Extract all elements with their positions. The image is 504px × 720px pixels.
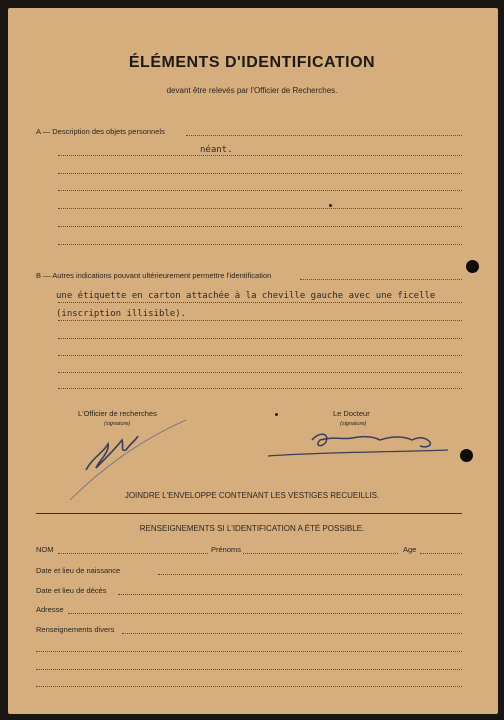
divers-line (122, 633, 462, 634)
section-a-label: A — Description des objets personnels (36, 127, 165, 136)
doctor-signature (312, 434, 430, 447)
officer-signature-stroke (70, 420, 186, 500)
nom-label: NOM (36, 545, 54, 554)
divers-label: Renseignements divers (36, 625, 115, 634)
dotted-line (36, 669, 462, 670)
dotted-line (36, 651, 462, 652)
naissance-line (158, 574, 462, 575)
age-label: Age (403, 545, 417, 554)
dotted-line (36, 686, 462, 687)
age-line (420, 553, 462, 554)
prenoms-line (243, 553, 398, 554)
nom-line (58, 553, 208, 554)
adresse-line (68, 613, 462, 614)
section-a-typed-value: néant. (200, 145, 233, 155)
section-divider (36, 513, 462, 514)
section-b-label: B — Autres indications pouvant ultérieurement permettre l'identification (36, 271, 272, 280)
section-b-typed-line-2: (inscription illisible). (56, 309, 187, 319)
instruction-text: JOINDRE L'ENVELOPPE CONTENANT LES VESTIGES RECUEILLIS. (124, 491, 380, 500)
doctor-signature-underline (268, 450, 448, 456)
officer-signature (86, 436, 138, 470)
deces-line (118, 594, 462, 595)
officer-signature-caption: (signature) (104, 421, 131, 427)
info-heading: RENSEIGNEMENTS SI L'IDENTIFICATION A ÉTÉ POSSIBLE. (139, 524, 365, 533)
naissance-label: Date et lieu de naissance (36, 566, 121, 575)
section-b-typed-line-1: une étiquette en carton attachée à la cheville gauche avec une ficelle (56, 291, 436, 301)
deces-label: Date et lieu de décès (36, 586, 107, 595)
form-subtitle: devant être relevés par l'Officier de Recherches. (166, 86, 338, 95)
doctor-label: Le Docteur (333, 409, 370, 418)
officer-label: L'Officier de recherches (78, 409, 157, 418)
adresse-label: Adresse (36, 605, 64, 614)
prenoms-label: Prénoms (211, 545, 242, 554)
doctor-signature-caption: (signature) (340, 421, 367, 427)
form-title: ÉLÉMENTS D'IDENTIFICATION (128, 54, 376, 71)
